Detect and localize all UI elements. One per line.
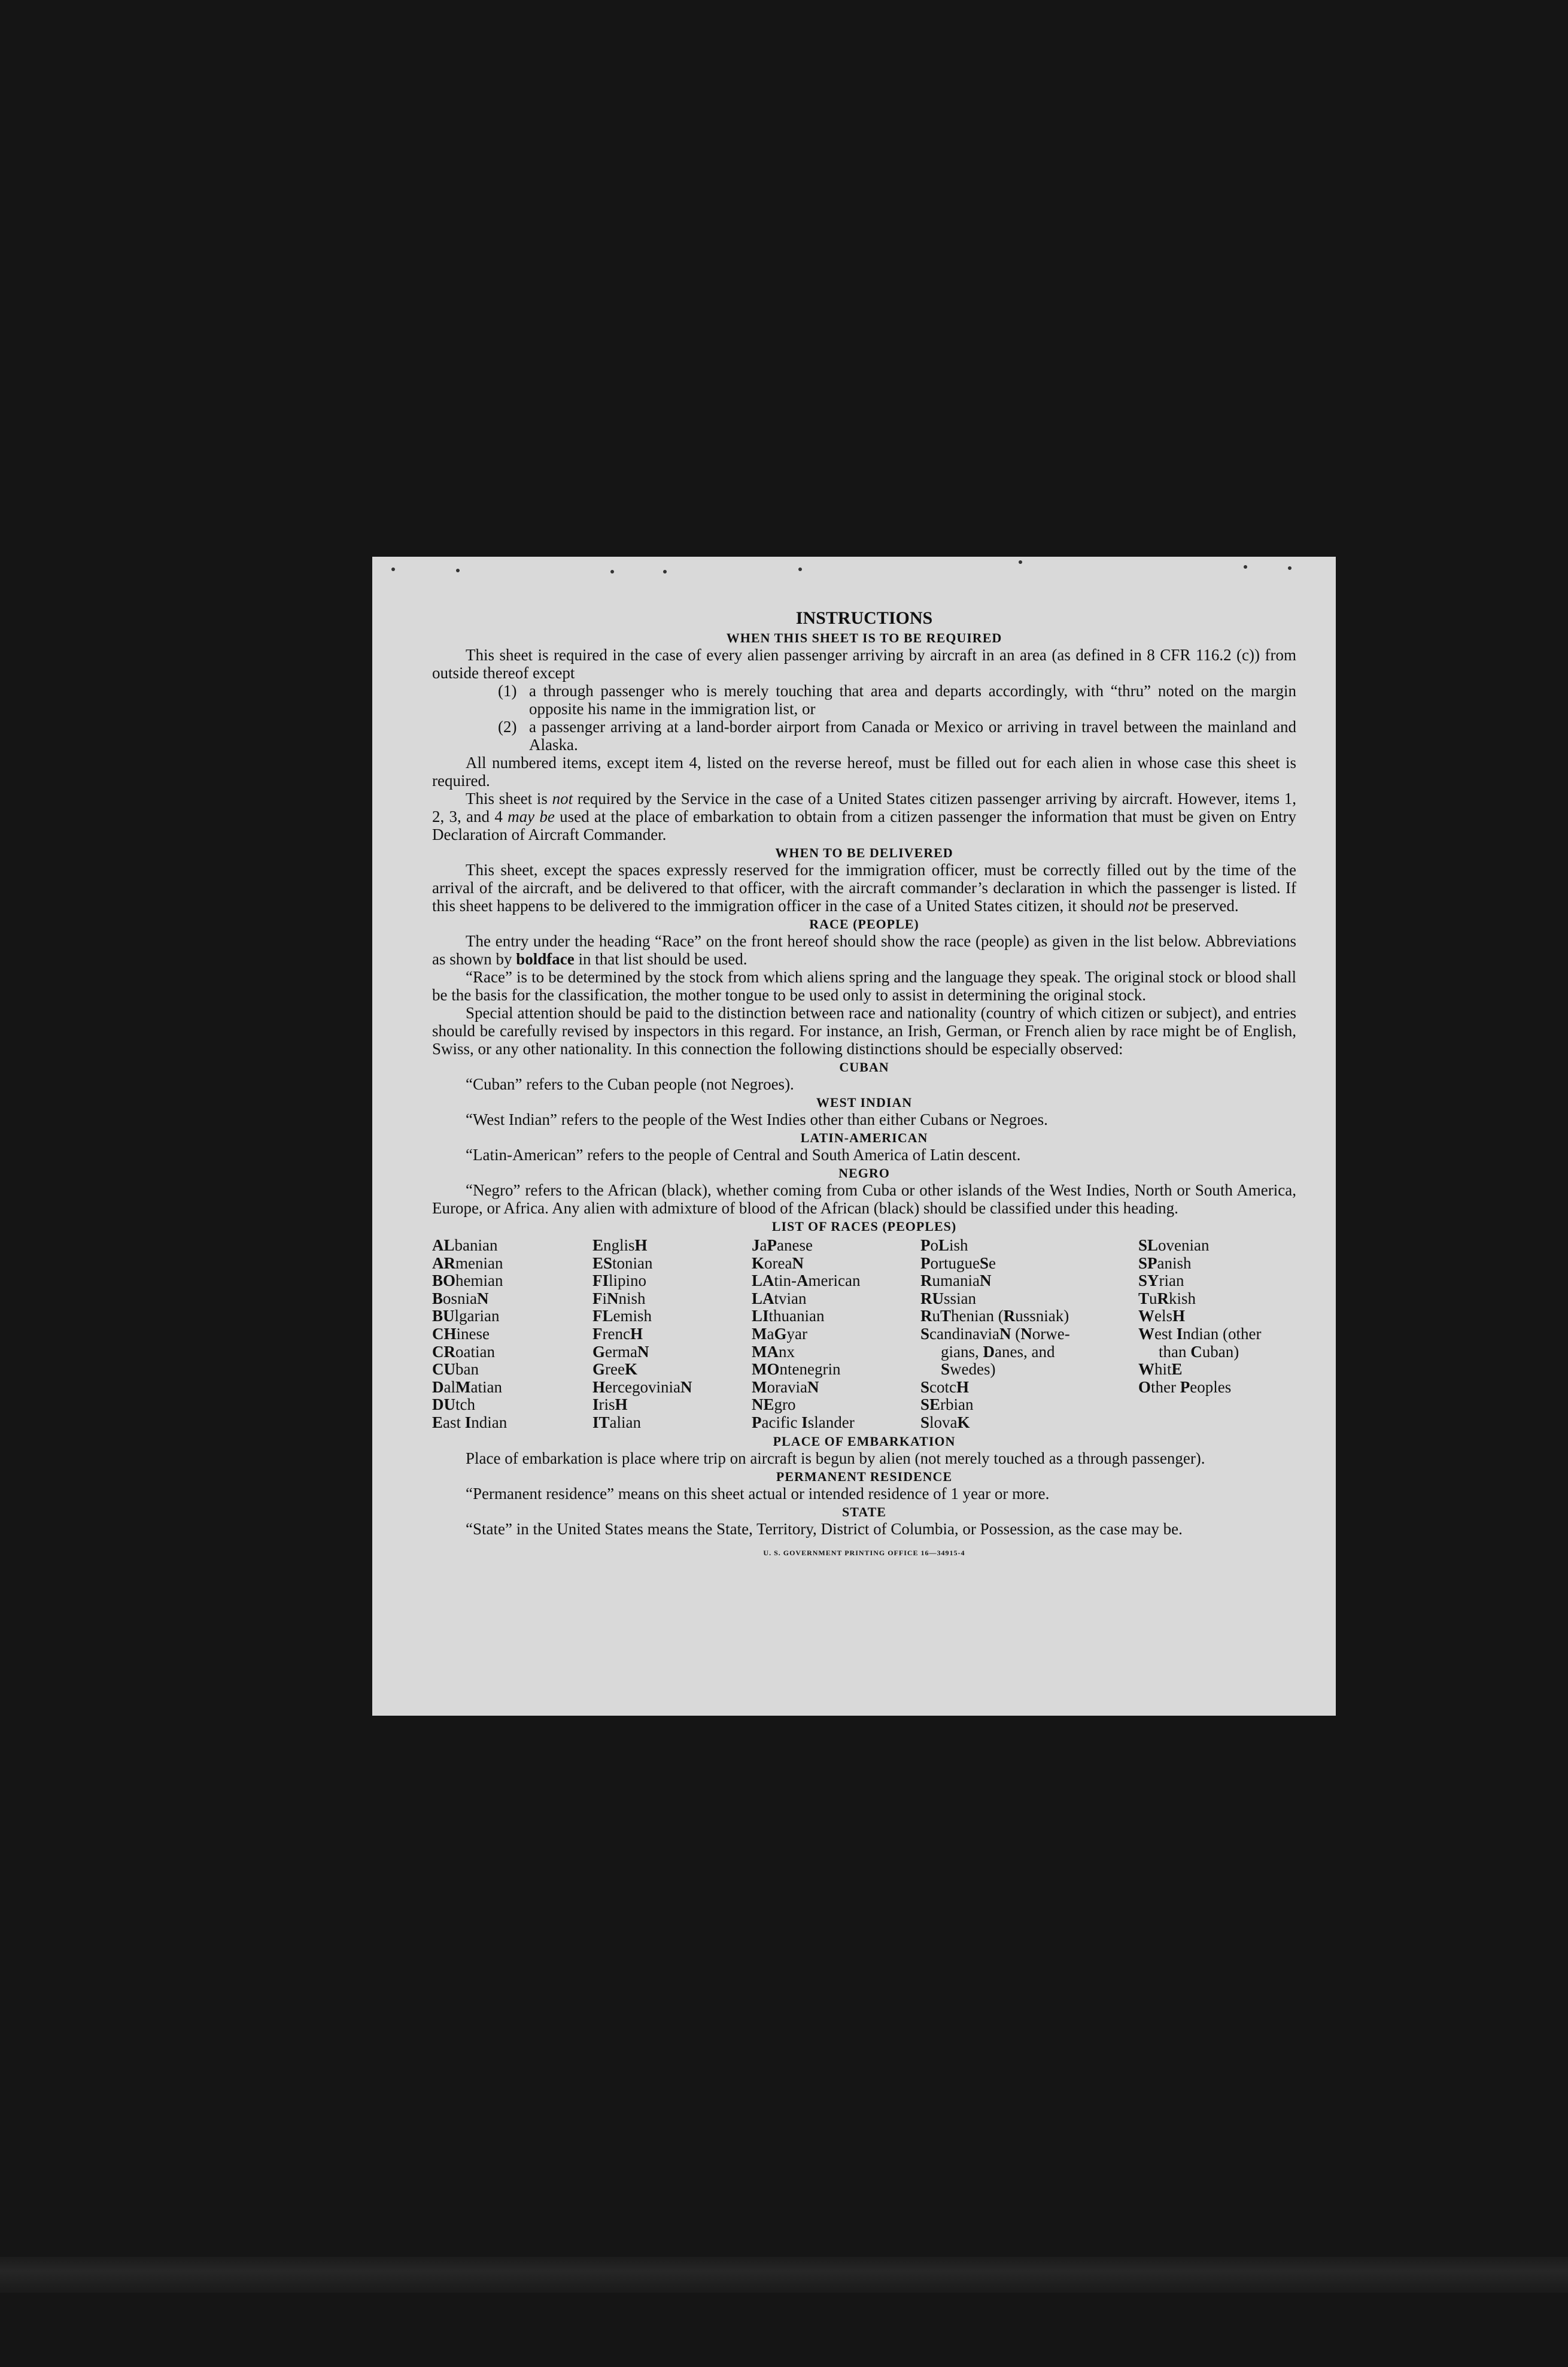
race-entry: ITalian [592,1413,642,1431]
section-title-list-of-races: LIST OF RACES (PEOPLES) [771,1219,957,1234]
exception-text: a passenger arriving at a land-border airport from Canada or Mexico or arriving in travel between the mainland and Alaska. [529,718,1296,754]
numbered-items-note: All numbered items, except item 4, listed on the reverse hereof, must be filled out for each alien in whose case this sheet is required. [432,754,1296,790]
film-edge-band [0,2257,1568,2293]
race-entry: MoraviaN [752,1377,819,1396]
section-title-state: STATE [842,1504,886,1519]
race-entry: FLemish [592,1307,652,1325]
race-entry: ScotcH [920,1377,970,1396]
punch-dot [391,568,395,571]
race-entry: SlovaK [920,1413,970,1431]
race-entry: Pacific Islander [752,1413,855,1431]
race-entry: GreeK [592,1360,637,1379]
race-p1-bold: boldface [516,950,575,968]
race-entry: JaPanese [752,1236,813,1254]
instruction-sheet [372,557,1336,1716]
race-entry: gians, Danes, and [941,1342,1055,1361]
punch-dot [1019,560,1022,564]
exception-text: a through passenger who is merely touching that area and departs accordingly, with “thru” noted on the margin opposite his name in the immigration list, or [529,682,1296,718]
exception-number: (1) [498,682,517,700]
race-entry: WhitE [1138,1360,1183,1379]
race-entry: CRoatian [432,1342,495,1361]
section-title-race: RACE (PEOPLE) [809,917,919,931]
section-title-negro: NEGRO [838,1166,890,1181]
race-entry: SYrian [1138,1271,1184,1290]
race-list [432,1237,1296,1432]
latin-american-text: “Latin-American” refers to the people of Central and South America of Latin descent. [466,1146,1021,1164]
race-entry: CUban [432,1360,479,1379]
race-entry: RUssian [920,1289,976,1307]
cuban-text: “Cuban” refers to the Cuban people (not Negroes). [466,1075,794,1093]
race-entry: PoLish [920,1236,968,1254]
section-title-when-required: WHEN THIS SHEET IS TO BE REQUIRED [726,630,1002,645]
exception-item [498,682,1296,718]
when-delivered-text [432,861,1296,915]
west-indian-text: “West Indian” refers to the people of the West Indies other than either Cubans or Negroes. [466,1110,1048,1128]
race-entry: NEgro [752,1395,796,1414]
section-title-permanent-residence: PERMANENT RESIDENCE [776,1468,953,1484]
citizen-note-part: used at the place of embarkation to obtain from a citizen passenger the information that must be given on Entry Declaration of Aircraft Commander. [432,808,1297,843]
race-entry: DalMatian [432,1377,502,1396]
race-entry: GermaN [592,1342,649,1361]
race-entry: CHinese [432,1324,490,1343]
race-entry: FrencH [592,1324,643,1343]
race-column [752,1237,920,1432]
race-paragraph-1 [432,932,1296,968]
race-entry: PortugueSe [920,1254,996,1272]
punch-dot [663,570,667,573]
race-entry: SLovenian [1138,1236,1210,1254]
race-entry: KoreaN [752,1254,804,1272]
race-p1-part: The entry under the heading “Race” on the front hereof should show the race (people) as given in the list below. Abbreviations as shown by [432,932,1296,968]
race-entry: West Indian (other [1138,1324,1262,1343]
race-entry: East Indian [432,1413,508,1431]
race-column [920,1237,1138,1432]
race-paragraph-3: Special attention should be paid to the distinction between race and nationality (country of which citizen or subject), and entries should be carefully revised by inspectors in this regard. For instance, an Irish, German, or French alien by race might be of English, Swiss, or any other nationality. In this connection the following distinctions should be especially observed: [432,1004,1296,1058]
race-entry: FiNnish [592,1289,646,1307]
place-of-embarkation-text: Place of embarkation is place where trip on aircraft is begun by alien (not merely touched as a through passenger). [466,1449,1205,1467]
race-entry: SPanish [1138,1254,1192,1272]
race-entry: SErbian [920,1395,974,1414]
punch-dot [456,569,460,572]
race-entry: IrisH [592,1395,628,1414]
race-entry: than Cuban) [1159,1342,1239,1361]
race-entry: ScandinaviaN (Norwe- [920,1324,1070,1343]
race-entry: MOntenegrin [752,1360,841,1379]
race-entry: LAtvian [752,1289,807,1307]
race-entry: LIthuanian [752,1307,825,1325]
citizen-note-emphasis: not [552,790,573,808]
race-entry: Other Peoples [1138,1377,1232,1396]
race-entry: BOhemian [432,1271,503,1290]
race-entry: MAnx [752,1342,795,1361]
race-p1-part: in that list should be used. [574,950,747,968]
state-text: “State” in the United States means the State, Territory, District of Columbia, or Possession, as the case may be. [466,1519,1183,1538]
section-title-west-indian: WEST INDIAN [816,1095,913,1110]
when-delivered-part: be preserved. [1148,897,1239,915]
race-entry: TuRkish [1138,1289,1196,1307]
race-entry: HercegoviniaN [592,1377,692,1396]
race-column [592,1237,752,1432]
citizen-note-part: This sheet is [466,790,552,808]
race-entry: WelsH [1138,1307,1186,1325]
when-required-intro: This sheet is required in the case of every alien passenger arriving by aircraft in an area (as defined in 8 CFR 116.2 (c)) from outside thereof except [432,646,1296,682]
race-entry: RuThenian (Russniak) [920,1307,1069,1325]
punch-dot [610,570,614,573]
punch-dot [1288,566,1292,570]
printing-office-imprint: U. S. GOVERNMENT PRINTING OFFICE 16—34915-4 [763,1548,965,1557]
race-entry: ALbanian [432,1236,498,1254]
race-entry: EnglisH [592,1236,648,1254]
section-title-place-of-embarkation: PLACE OF EMBARKATION [773,1433,956,1449]
negro-text: “Negro” refers to the African (black), whether coming from Cuba or other islands of the West Indies, North or South America, Europe, or Africa. Any alien with admixture of blood of the African (black) should be classified under this heading. [432,1181,1296,1217]
race-column [432,1237,592,1432]
section-title-when-delivered: WHEN TO BE DELIVERED [775,845,953,860]
citizen-note-emphasis: may be [508,808,555,826]
race-entry: BosniaN [432,1289,489,1307]
punch-dot [1244,565,1247,569]
when-delivered-part: This sheet, except the spaces expressly reserved for the immigration officer, must be correctly filled out by the time of the arrival of the aircraft, and be delivered to that officer, with the aircraft commander’s declaration in which the passenger is listed. If this sheet happens to be delivered to the immigration officer in the case of a United States citizen, it should [432,861,1296,915]
race-entry: MaGyar [752,1324,807,1343]
race-column [1138,1237,1296,1432]
page-title: INSTRUCTIONS [795,608,933,628]
citizen-note [432,790,1296,843]
race-entry: LAtin-American [752,1271,861,1290]
citizen-note-part: required by the Service in the case of a United States citizen passenger arriving by aircraft. However, items 1, 2, 3, and 4 [432,790,1296,826]
when-delivered-emphasis: not [1128,897,1148,915]
race-entry: FIlipino [592,1271,647,1290]
permanent-residence-text: “Permanent residence” means on this sheet actual or intended residence of 1 year or more. [466,1484,1050,1503]
race-entry: DUtch [432,1395,475,1414]
section-title-cuban: CUBAN [839,1060,889,1075]
race-entry: BUlgarian [432,1307,500,1325]
race-entry: ARmenian [432,1254,503,1272]
section-title-latin-american: LATIN-AMERICAN [800,1130,928,1145]
exception-number: (2) [498,718,517,736]
race-entry: Swedes) [941,1360,996,1379]
race-paragraph-2: “Race” is to be determined by the stock from which aliens spring and the language they speak. The original stock or blood shall be the basis for the classification, the mother tongue to be used only to assist in determining the original stock. [432,968,1296,1004]
race-entry: EStonian [592,1254,653,1272]
punch-dot [798,568,802,571]
exception-item [498,718,1296,754]
race-entry: RumaniaN [920,1271,992,1290]
